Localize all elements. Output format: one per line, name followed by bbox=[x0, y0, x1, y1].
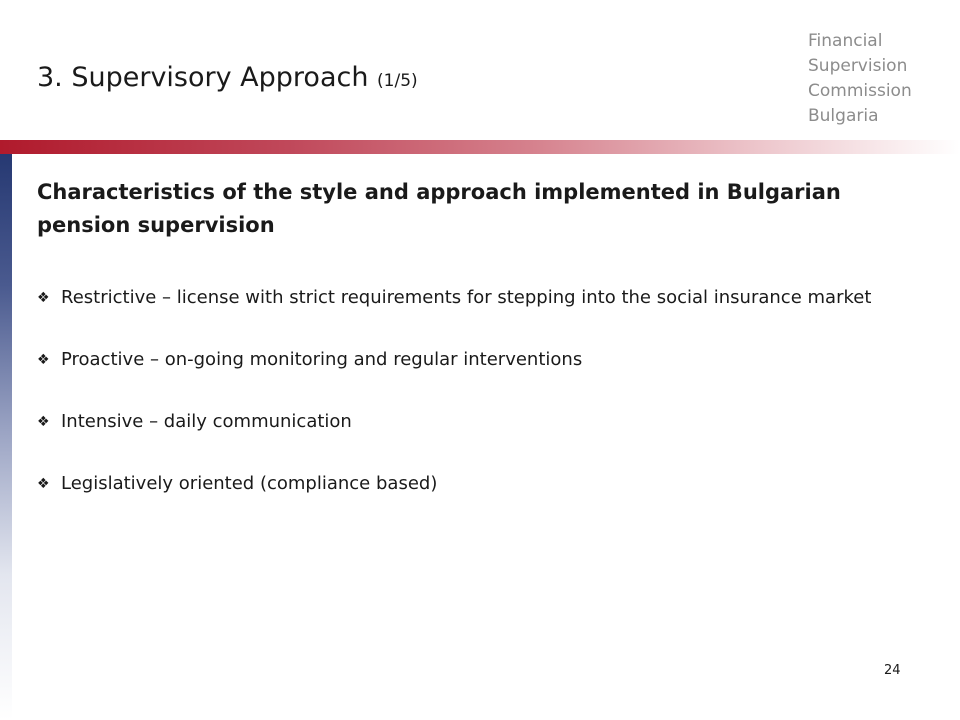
organization-name-line: Bulgaria bbox=[808, 106, 879, 126]
bullet-text: Intensive – daily communication bbox=[61, 411, 352, 432]
bullet-item bbox=[37, 282, 897, 314]
slide-subtitle: Characteristics of the style and approach implemented in Bulgarian pension supervision bbox=[37, 180, 841, 237]
left-accent-band bbox=[0, 140, 12, 720]
organization-name-line: Financial bbox=[808, 31, 883, 51]
organization-name-line: Supervision bbox=[808, 56, 908, 76]
diamond-bullet-icon: ❖ bbox=[37, 290, 50, 306]
slide-title-text: 3. Supervisory Approach bbox=[37, 62, 369, 93]
bullet-item bbox=[37, 344, 897, 376]
header-accent-band bbox=[0, 140, 960, 154]
diamond-bullet-icon: ❖ bbox=[37, 414, 50, 430]
bullet-text: Legislatively oriented (compliance based) bbox=[61, 473, 438, 494]
bullet-text: Restrictive – license with strict requirements for stepping into the social insurance market bbox=[61, 287, 872, 308]
bullet-list bbox=[37, 282, 897, 500]
slide-title-suffix: (1/5) bbox=[377, 71, 418, 91]
diamond-bullet-icon: ❖ bbox=[37, 352, 50, 368]
diamond-bullet-icon: ❖ bbox=[37, 476, 50, 492]
organization-name bbox=[808, 29, 912, 129]
bullet-item bbox=[37, 406, 897, 438]
bullet-item bbox=[37, 468, 897, 500]
bullet-text: Proactive – on-going monitoring and regular interventions bbox=[61, 349, 583, 370]
page-number: 24 bbox=[884, 663, 901, 678]
organization-name-line: Commission bbox=[808, 81, 912, 101]
slide-title bbox=[37, 62, 418, 93]
